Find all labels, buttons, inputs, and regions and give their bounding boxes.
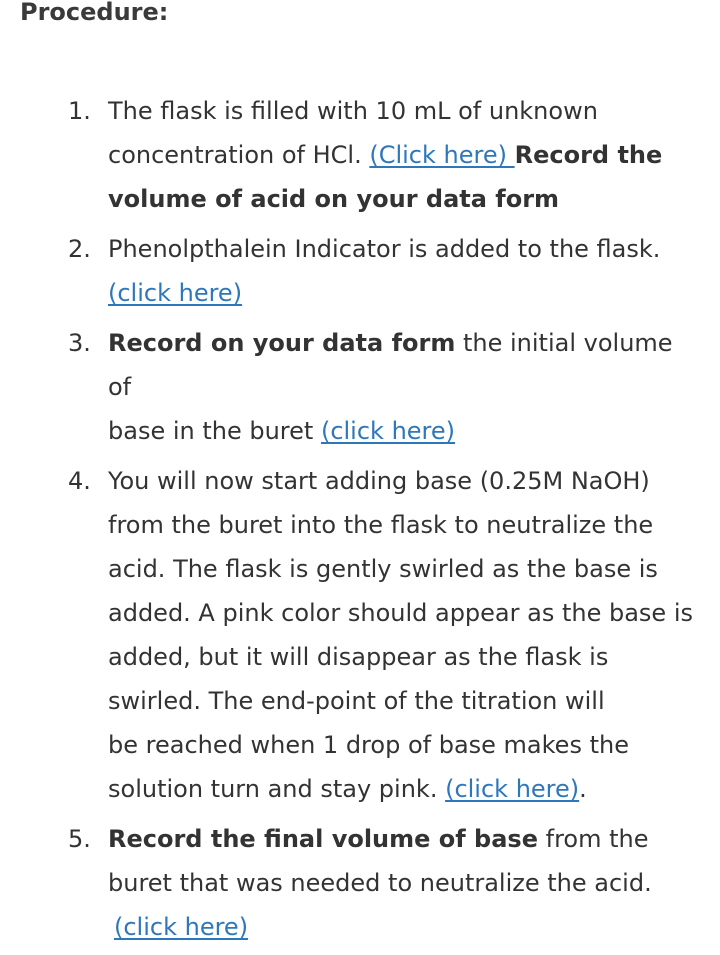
step-2-click-here-link[interactable]: (click here)	[108, 279, 243, 307]
procedure-heading: Procedure:	[20, 0, 169, 26]
step-3	[0, 321, 720, 453]
step-5-bold: Record the final volume of base	[108, 825, 538, 853]
step-3-text-b: base in the buret	[108, 417, 321, 445]
procedure-steps	[0, 89, 720, 955]
step-2-text: Phenolpthalein Indicator is added to the flask.	[108, 235, 661, 263]
step-1-bold-b: volume of acid on your data form	[108, 185, 560, 213]
step-5-line-1	[108, 817, 700, 861]
step-3-bold: Record on your data form	[108, 329, 456, 357]
step-4-line: added, but it will disappear as the flask is	[108, 643, 609, 671]
step-4-line: from the buret into the flask to neutralize the	[108, 511, 654, 539]
step-5-text-a: from the	[538, 825, 649, 853]
step-1-bold-a: Record the	[514, 141, 663, 169]
step-5-click-here-link[interactable]: (click here)	[114, 913, 249, 941]
step-3-line-1	[108, 321, 700, 409]
step-number: 1.	[68, 97, 91, 125]
step-1-line-2	[108, 133, 700, 177]
step-4-line: added. A pink color should appear as the base is	[108, 599, 693, 627]
step-4-last-text: solution turn and stay pink.	[108, 775, 446, 803]
step-5-line-2: buret that was needed to neutralize the acid.	[108, 869, 652, 897]
step-4-click-here-link[interactable]: (click here)	[445, 775, 580, 803]
step-number: 5.	[68, 825, 91, 853]
step-3-line-2	[108, 409, 700, 453]
step-4-line: swirled. The end-point of the titration will	[108, 687, 605, 715]
step-3-text-a: the initial volume of	[108, 329, 673, 401]
step-2-link-line	[108, 271, 700, 315]
step-1-text: concentration of HCl.	[108, 141, 370, 169]
step-4-period: .	[579, 775, 587, 803]
step-4-last-line	[108, 767, 700, 811]
step-2	[0, 227, 720, 315]
step-1-line-1: The flask is filled with 10 mL of unknown	[108, 97, 598, 125]
step-3-click-here-link[interactable]: (click here)	[320, 417, 456, 445]
step-1-click-here-link[interactable]: (Click here)	[369, 141, 515, 169]
step-number: 4.	[68, 467, 91, 495]
step-4-line: be reached when 1 drop of base makes the	[108, 731, 629, 759]
step-1	[0, 89, 720, 221]
step-4	[0, 459, 720, 811]
step-5	[0, 817, 720, 949]
step-4-line: acid. The flask is gently swirled as the base is	[108, 555, 658, 583]
step-number: 2.	[68, 235, 91, 263]
step-number: 3.	[68, 329, 91, 357]
step-5-link-line	[108, 905, 700, 949]
step-4-line: You will now start adding base (0.25M NaOH)	[108, 467, 650, 495]
